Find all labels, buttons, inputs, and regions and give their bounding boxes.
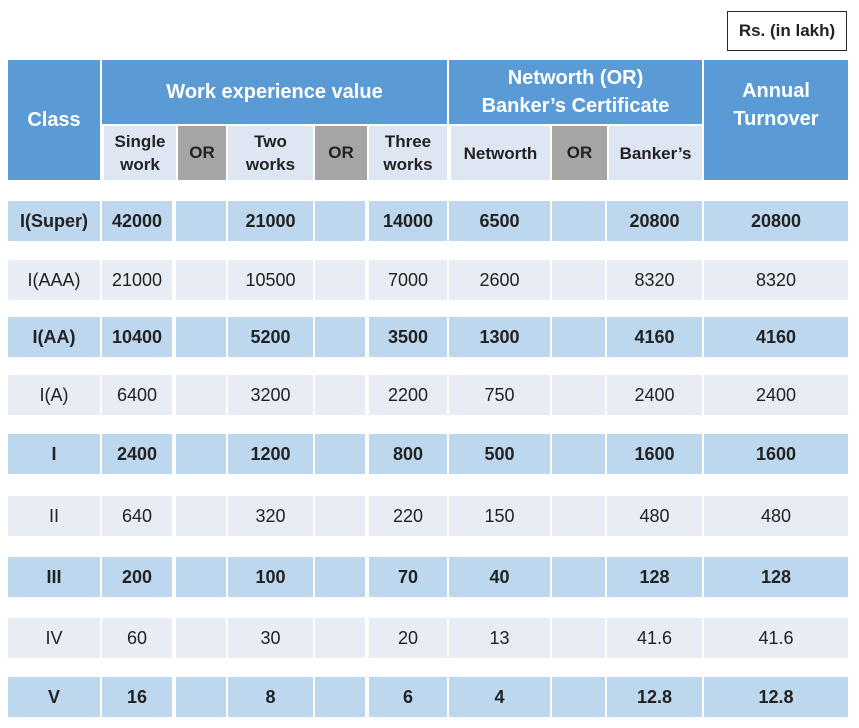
table-row [0, 677, 859, 717]
cell-or-empty [176, 677, 228, 717]
cell-single: 2400 [102, 434, 174, 474]
cell-two: 21000 [228, 201, 315, 241]
table-row [0, 496, 859, 536]
cell-two: 100 [228, 557, 315, 597]
header-three-works [369, 126, 447, 180]
cell-bankers: 12.8 [607, 677, 704, 717]
cell-or-empty [176, 557, 228, 597]
cell-three: 20 [369, 618, 449, 658]
cell-three: 2200 [369, 375, 449, 415]
table-row [0, 557, 859, 597]
header-two-line1: Two [254, 132, 287, 151]
cell-or-empty [315, 557, 367, 597]
header-bankers: Banker’s [609, 126, 702, 180]
cell-class: V [8, 677, 102, 717]
cell-turnover: 41.6 [704, 618, 848, 658]
header-three-line1: Three [384, 132, 432, 151]
cell-networth: 1300 [449, 317, 552, 357]
cell-networth: 2600 [449, 260, 552, 300]
cell-or-empty [315, 317, 367, 357]
cell-three: 70 [369, 557, 449, 597]
header-annual-turnover [704, 60, 848, 180]
header-or-3: OR [552, 126, 607, 180]
cell-turnover: 480 [704, 496, 848, 536]
cell-bankers: 41.6 [607, 618, 704, 658]
cell-two: 8 [228, 677, 315, 717]
cell-or-empty [315, 260, 367, 300]
cell-class: I [8, 434, 102, 474]
table-row [0, 618, 859, 658]
cell-single: 200 [102, 557, 174, 597]
cell-or-empty [315, 434, 367, 474]
cell-or-empty [552, 434, 607, 474]
cell-bankers: 20800 [607, 201, 704, 241]
unit-label: Rs. (in lakh) [727, 11, 847, 51]
cell-or-empty [176, 618, 228, 658]
cell-two: 30 [228, 618, 315, 658]
cell-class: I(A) [8, 375, 102, 415]
cell-or-empty [176, 434, 228, 474]
cell-or-empty [552, 260, 607, 300]
cell-or-empty [176, 317, 228, 357]
cell-or-empty [315, 375, 367, 415]
cell-or-empty [552, 375, 607, 415]
cell-or-empty [176, 201, 228, 241]
cell-class: II [8, 496, 102, 536]
cell-three: 220 [369, 496, 449, 536]
header-work-experience: Work experience value [102, 60, 447, 124]
cell-class: I(AAA) [8, 260, 102, 300]
cell-bankers: 1600 [607, 434, 704, 474]
cell-turnover: 20800 [704, 201, 848, 241]
cell-bankers: 128 [607, 557, 704, 597]
cell-or-empty [552, 496, 607, 536]
table-row [0, 434, 859, 474]
cell-single: 60 [102, 618, 174, 658]
cell-or-empty [315, 496, 367, 536]
cell-networth: 750 [449, 375, 552, 415]
cell-turnover: 12.8 [704, 677, 848, 717]
cell-networth: 150 [449, 496, 552, 536]
header-networth-group-line1: Networth (OR) [507, 67, 644, 89]
cell-turnover: 128 [704, 557, 848, 597]
cell-single: 16 [102, 677, 174, 717]
header-single-line1: Single [114, 132, 166, 151]
cell-class: I(Super) [8, 201, 102, 241]
cell-single: 42000 [102, 201, 174, 241]
cell-networth: 13 [449, 618, 552, 658]
cell-or-empty [176, 375, 228, 415]
cell-networth: 6500 [449, 201, 552, 241]
header-two-line2: works [245, 155, 296, 174]
cell-two: 5200 [228, 317, 315, 357]
cell-three: 7000 [369, 260, 449, 300]
cell-networth: 4 [449, 677, 552, 717]
cell-three: 3500 [369, 317, 449, 357]
cell-two: 10500 [228, 260, 315, 300]
cell-single: 640 [102, 496, 174, 536]
cell-networth: 500 [449, 434, 552, 474]
cell-two: 3200 [228, 375, 315, 415]
header-three-line2: works [383, 155, 433, 174]
cell-two: 1200 [228, 434, 315, 474]
cell-single: 6400 [102, 375, 174, 415]
cell-single: 21000 [102, 260, 174, 300]
cell-bankers: 8320 [607, 260, 704, 300]
cell-or-empty [552, 201, 607, 241]
header-annual-line1: Annual [742, 80, 810, 102]
cell-bankers: 2400 [607, 375, 704, 415]
cell-turnover: 4160 [704, 317, 848, 357]
header-networth: Networth [451, 126, 550, 180]
cell-class: III [8, 557, 102, 597]
cell-turnover: 1600 [704, 434, 848, 474]
header-two-works [228, 126, 313, 180]
cell-or-empty [315, 201, 367, 241]
cell-or-empty [552, 557, 607, 597]
table-row [0, 260, 859, 300]
cell-class: I(AA) [8, 317, 102, 357]
header-class: Class [8, 60, 100, 180]
cell-three: 800 [369, 434, 449, 474]
cell-turnover: 8320 [704, 260, 848, 300]
cell-bankers: 4160 [607, 317, 704, 357]
cell-bankers: 480 [607, 496, 704, 536]
cell-class: IV [8, 618, 102, 658]
cell-two: 320 [228, 496, 315, 536]
header-single-line2: work [120, 155, 160, 174]
cell-single: 10400 [102, 317, 174, 357]
header-or-1: OR [178, 126, 226, 180]
header-networth-group [449, 60, 702, 124]
table-row [0, 375, 859, 415]
cell-or-empty [552, 317, 607, 357]
cell-networth: 40 [449, 557, 552, 597]
cell-or-empty [176, 496, 228, 536]
table-row [0, 317, 859, 357]
cell-or-empty [315, 618, 367, 658]
table-row [0, 201, 859, 241]
cell-or-empty [552, 677, 607, 717]
header-networth-group-line2: Banker’s Certificate [481, 95, 670, 117]
cell-turnover: 2400 [704, 375, 848, 415]
cell-or-empty [176, 260, 228, 300]
cell-or-empty [315, 677, 367, 717]
header-single-work [104, 126, 176, 180]
cell-or-empty [552, 618, 607, 658]
header-annual-line2: Turnover [733, 108, 819, 130]
header-or-2: OR [315, 126, 367, 180]
cell-three: 14000 [369, 201, 449, 241]
cell-three: 6 [369, 677, 449, 717]
